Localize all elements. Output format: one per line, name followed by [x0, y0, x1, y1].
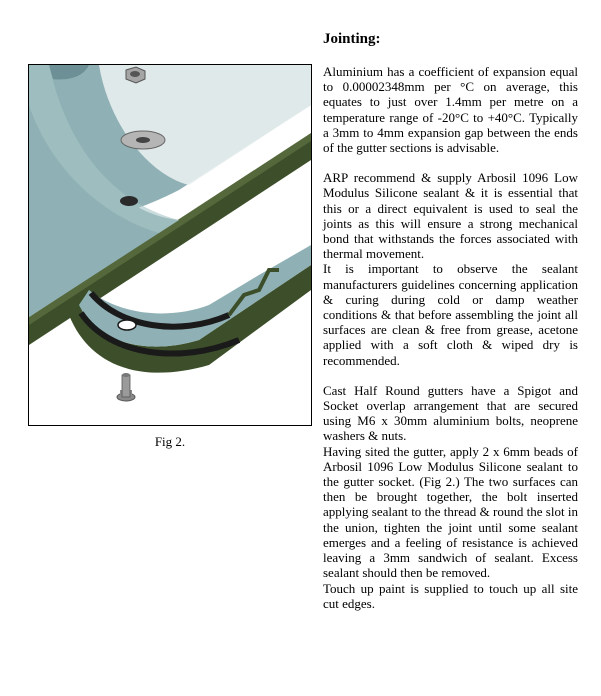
figure-image — [28, 64, 312, 426]
spigot-hole — [120, 196, 138, 206]
gutter-joint-illustration — [29, 65, 311, 425]
washer-icon — [121, 131, 165, 149]
nut-icon — [126, 67, 145, 83]
article-heading: Jointing: — [323, 31, 381, 47]
paragraph-sealant: ARP recommend & supply Arbosil 1096 Low Modulus Silicone sealant & it is essential that this or a direct equivalent is used to seal the joints as this will ensure a strong mechanical bond that withstands the forces associated with thermal movement. — [323, 170, 578, 262]
paragraph-guidelines: It is important to observe the sealant manufacturers guidelines concerning application & curing during cold or damp weather conditions & that before assembling the joint all surfaces are clean & free from grease, acetone applied with a soft cloth & wiped dry is recommended. — [323, 261, 578, 368]
figure-caption: Fig 2. — [154, 434, 186, 449]
article-text — [323, 30, 578, 611]
paragraph-spigot-socket: Cast Half Round gutters have a Spigot and Socket overlap arrangement that are secured using M6 x 30mm aluminium bolts, neoprene washers & nuts. — [323, 382, 578, 444]
paragraph-application: Having sited the gutter, apply 2 x 6mm beads of Arbosil 1096 Low Modulus Silicone sealant to the gutter socket. (Fig 2.) The two surfaces can then be brought together, the bolt inserted applying sealant to the thread & round the slot in the union, tighten the joint until some sealant emerges and a feeling of resistance is achieved leaving a 3mm sandwich of sealant. Excess sealant should then be removed. — [323, 443, 578, 581]
socket-slot — [118, 320, 136, 330]
paragraph-expansion: Aluminium has a coefficient of expansion equal to 0.00002348mm per °C on average, this equates to just over 1.4mm per metre on a temperature range of -20°C to +40°C. Typically a 3mm to 4mm expansion gap between the ends of the gutter sections is advisable. — [323, 64, 578, 156]
paragraph-touch-up: Touch up paint is supplied to touch up all site cut edges. — [323, 580, 578, 611]
